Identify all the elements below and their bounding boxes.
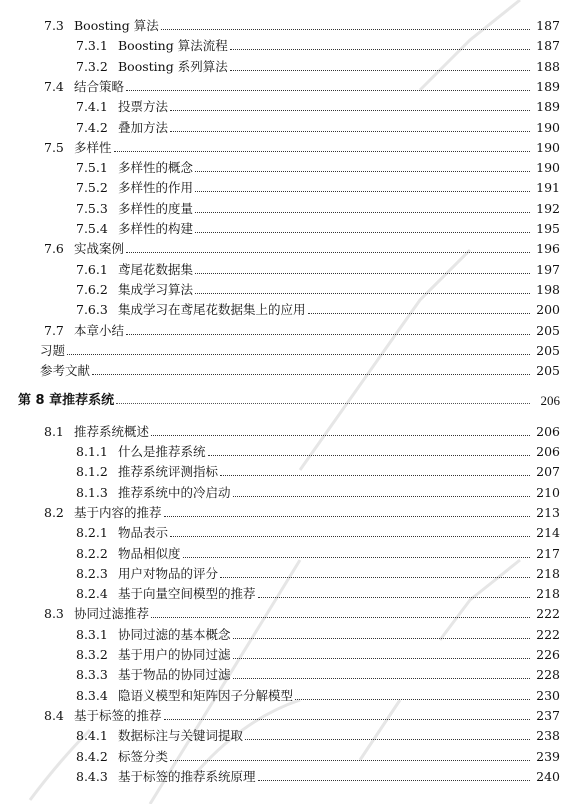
toc-entry[interactable] [0,237,580,257]
toc-entry-title: 多样性 [74,139,112,155]
toc-dot-leader [308,313,530,314]
toc-entry[interactable] [0,319,580,339]
toc-entry-title: 基于物品的协同过滤 [118,667,231,683]
toc-entry-title: 多样性的构建 [118,221,194,236]
toc-entry-page-number: 198 [536,281,560,297]
toc-entry-number: 7.4 [44,78,64,94]
toc-entry[interactable] [0,684,580,704]
toc-entry[interactable] [0,501,580,521]
toc-entry[interactable] [0,704,580,724]
toc-entry-page-number: 200 [536,302,560,318]
toc-entry-title: 推荐系统评测指标 [118,464,219,480]
toc-entry-title: 参考文献 [40,363,91,379]
toc-entry[interactable] [0,176,580,196]
toc-entry-number: 8.2 [44,504,64,520]
toc-dot-leader [170,536,530,537]
toc-entry[interactable] [0,724,580,744]
toc-dot-leader [233,638,530,639]
toc-entry-number: 8.3 [44,606,64,622]
toc-entry[interactable] [0,440,580,460]
toc-entry-page-number: 206 [536,444,560,459]
toc-entry-title: 鸢尾花数据集 [118,261,194,277]
toc-entry-title: 集成学习算法 [118,281,194,297]
toc-entry[interactable] [0,542,580,562]
toc-entry-page-number: 226 [536,647,560,662]
toc-dot-leader [170,131,530,132]
toc-entry-title: 叠加方法 [118,119,169,135]
toc-entry-number: 7.6.3 [76,302,108,318]
toc-entry[interactable] [0,298,580,318]
toc-entry[interactable] [0,582,580,602]
toc-dot-leader [161,29,530,30]
toc-dot-leader [151,617,530,618]
toc-entry-number: 8.2.1 [76,525,108,541]
toc-entry-page-number: 187 [536,38,560,54]
toc-entry-page-number: 206 [540,393,560,409]
toc-entry-page-number: 222 [536,626,560,642]
toc-entry-number: 7.5.3 [76,200,108,216]
toc-dot-leader [208,455,530,456]
toc-entry-title: Boosting 算法流程 [118,38,228,54]
toc-entry-page-number: 218 [536,586,560,602]
toc-dot-leader [126,334,530,335]
toc-entry-number: 8.1.2 [76,464,108,480]
toc-entry-page-number: 240 [536,768,560,784]
toc-entry-title: 数据标注与关键词提取 [118,728,244,744]
toc-entry[interactable] [0,197,580,217]
toc-entry[interactable] [0,623,580,643]
toc-entry-page-number: 217 [536,545,560,561]
toc-entry-page-number: 205 [536,363,560,379]
toc-dot-leader [170,760,530,761]
toc-entry-title: 基于用户的协同过滤 [118,647,231,662]
toc-dot-leader [233,678,530,679]
toc-entry-page-number: 214 [536,525,560,541]
toc-entry-number: 8.3.2 [76,647,108,662]
toc-dot-leader [230,70,530,71]
toc-dot-leader [164,719,530,720]
toc-dot-leader [195,273,530,274]
toc-entry-title: 协同过滤的基本概念 [118,626,231,642]
toc-entry-page-number: 228 [536,667,560,683]
toc-entry-title: 物品相似度 [118,545,181,561]
toc-entry-number: 8.2.3 [76,565,108,581]
toc-entry-title: 多样性的度量 [118,200,194,216]
toc-dot-leader [126,252,530,253]
toc-entry-number: 8.3.3 [76,667,108,683]
toc-entry-title: Boosting 算法 [74,18,159,33]
toc-dot-leader [230,49,530,50]
toc-entry-page-number: 190 [536,160,560,176]
toc-entry[interactable] [0,116,580,136]
toc-entry-page-number: 230 [536,687,560,703]
toc-dot-leader [295,699,530,700]
toc-dot-leader [195,212,530,213]
toc-entry-number: 8.1.1 [76,444,108,459]
toc-entry-number: 8.3.1 [76,626,108,642]
toc-dot-leader [233,658,530,659]
toc-entry-number: 8.4.2 [76,748,108,764]
toc-entry-title: 结合策略 [74,78,125,94]
toc-entry-page-number: 197 [536,261,560,277]
toc-entry-number: 7.5.1 [76,160,108,176]
toc-dot-leader [233,496,530,497]
toc-dot-leader [258,597,530,598]
toc-entry[interactable] [0,156,580,176]
toc-entry-title: 物品表示 [118,525,169,541]
toc-entry-number: 7.3.2 [76,58,108,74]
toc-entry-number: 7.3 [44,18,64,33]
toc-dot-leader [220,577,530,578]
toc-entry-title: 本章小结 [74,322,125,338]
toc-chapter-entry[interactable] [0,389,580,409]
toc-entry[interactable] [0,562,580,582]
toc-entry-title: 习题 [40,342,66,358]
toc-entry-number: 7.4.2 [76,119,108,135]
toc-entry-number: 第 8 章 [18,393,63,409]
toc-entry-title: 什么是推荐系统 [118,444,206,459]
toc-entry[interactable] [0,339,580,359]
toc-entry-page-number: 205 [536,322,560,338]
toc-entry-page-number: 210 [536,484,560,500]
toc-entry[interactable] [0,34,580,54]
toc-entry-title: 推荐系统 [62,393,115,409]
toc-entry-page-number: 218 [536,565,560,581]
toc-entry-number: 8.2.2 [76,545,108,561]
toc-entry-title: 多样性的概念 [118,160,194,176]
toc-dot-leader [183,557,530,558]
toc-entry-number: 7.4.1 [76,99,108,115]
toc-entry-page-number: 192 [536,200,560,216]
toc-entry[interactable] [0,55,580,75]
toc-entry[interactable] [0,75,580,95]
toc-entry-title: 推荐系统中的冷启动 [118,484,231,500]
toc-entry-page-number: 191 [536,180,560,196]
toc-entry-page-number: 205 [536,342,560,358]
toc-entry-page-number: 190 [536,119,560,135]
toc-entry-page-number: 188 [536,58,560,74]
toc-entry-title: 标签分类 [118,748,169,764]
toc-dot-leader [114,151,530,152]
toc-entry-title: 基于标签的推荐系统原理 [118,768,256,784]
toc-entry-page-number: 189 [536,99,560,115]
toc-entry-number: 7.5 [44,139,64,155]
toc-dot-leader [92,374,530,375]
toc-entry[interactable] [0,217,580,237]
toc-dot-leader [164,516,530,517]
toc-entry-number: 8.3.4 [76,687,108,703]
toc-dot-leader [126,90,530,91]
toc-entry-number: 7.3.1 [76,38,108,54]
toc-entry[interactable] [0,481,580,501]
toc-entry-number: 8.1 [44,423,64,439]
toc-entry[interactable] [0,258,580,278]
toc-entry-title: 基于向量空间模型的推荐 [118,586,256,602]
toc-entry[interactable] [0,745,580,765]
toc-dot-leader [258,780,530,781]
toc-dot-leader [245,739,530,740]
toc-entry-page-number: 195 [536,221,560,236]
toc-dot-leader [67,354,530,355]
toc-entry-title: 协同过滤推荐 [74,606,150,622]
toc-entry-page-number: 189 [536,78,560,94]
toc-entry-number: 8.1.3 [76,484,108,500]
toc-dot-leader [195,232,530,233]
toc-entry[interactable] [0,14,580,34]
toc-entry-page-number: 222 [536,606,560,622]
toc-entry-title: 基于内容的推荐 [74,504,162,520]
toc-entry-number: 8.4 [44,707,64,723]
toc-dot-leader [195,191,530,192]
toc-entry[interactable] [0,460,580,480]
toc-entry[interactable] [0,359,580,379]
toc-entry-page-number: 206 [536,423,560,439]
toc-entry[interactable] [0,278,580,298]
toc-entry-title: 投票方法 [118,99,169,115]
toc-entry[interactable] [0,521,580,541]
toc-entry-page-number: 238 [536,728,560,744]
toc-entry[interactable] [0,643,580,663]
toc-entry-title: 推荐系统概述 [74,423,150,439]
toc-dot-leader [116,403,530,404]
toc-entry-number: 7.6 [44,241,64,257]
toc-dot-leader [151,435,530,436]
toc-dot-leader [170,110,530,111]
toc-dot-leader [195,293,530,294]
toc-entry-title: 隐语义模型和矩阵因子分解模型 [118,687,294,703]
toc-entry-title: 多样性的作用 [118,180,194,196]
toc-entry-page-number: 187 [536,18,560,33]
toc-entry-page-number: 239 [536,748,560,764]
toc-entry-number: 7.5.2 [76,180,108,196]
toc-entry-title: 集成学习在鸢尾花数据集上的应用 [118,302,306,318]
toc-entry-number: 8.4.1 [76,728,108,744]
toc-entry-title: 实战案例 [74,241,125,257]
toc-entry-title: 基于标签的推荐 [74,707,162,723]
toc-dot-leader [195,171,530,172]
toc-entry[interactable] [0,602,580,622]
toc-entry-number: 8.2.4 [76,586,108,602]
toc-entry-page-number: 196 [536,241,560,257]
toc-entry[interactable] [0,765,580,785]
toc-entry-number: 7.6.1 [76,261,108,277]
toc-entry-number: 8.4.3 [76,768,108,784]
toc-entry-page-number: 190 [536,139,560,155]
toc-entry-page-number: 213 [536,504,560,520]
toc-entry-page-number: 207 [536,464,560,480]
toc-entry-title: 用户对物品的评分 [118,565,219,581]
toc-entry-number: 7.6.2 [76,281,108,297]
toc-entry[interactable] [0,136,580,156]
toc-entry-number: 7.7 [44,322,64,338]
toc-entry-title: Boosting 系列算法 [118,58,228,74]
toc-entry[interactable] [0,95,580,115]
toc-entry[interactable] [0,663,580,683]
toc-entry[interactable] [0,420,580,440]
toc-entry-page-number: 237 [536,707,560,723]
toc-dot-leader [220,475,530,476]
toc-entry-number: 7.5.4 [76,221,108,236]
